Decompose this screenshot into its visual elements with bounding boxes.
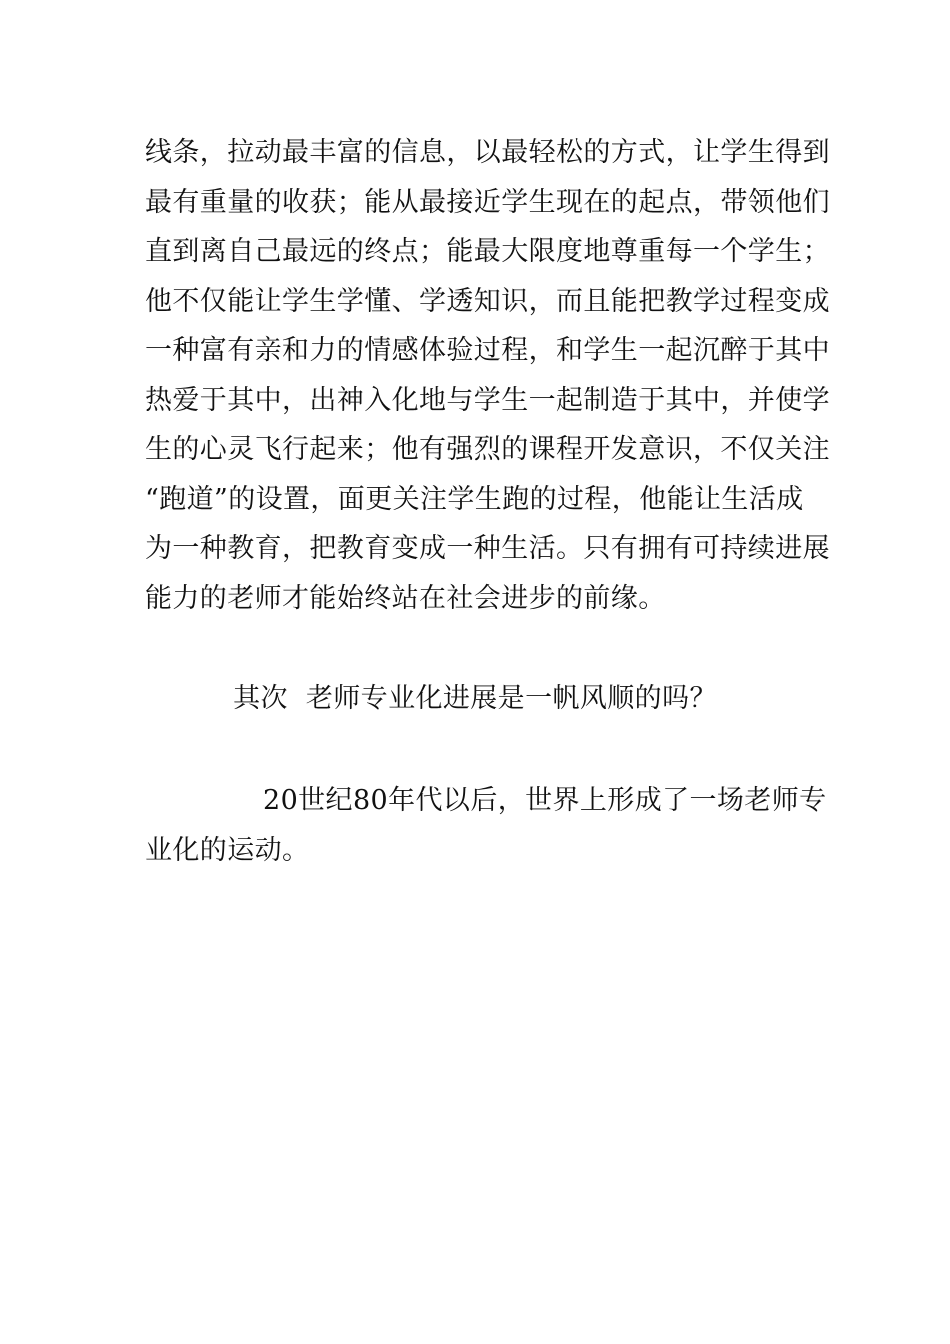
paragraph-line: 热爱于其中，出神入化地与学生一起制造于其中，并使学 [145,384,830,416]
paragraph-2 [145,776,825,875]
paragraph-line: 最有重量的收获；能从最接近学生现在的起点，带领他们 [145,186,830,218]
paragraph-line: “跑道”的设置，面更关注学生跑的过程，他能让生活成 [145,483,804,515]
paragraph-line: 线条，拉动最丰富的信息，以最轻松的方式，让学生得到 [145,137,830,168]
paragraph-line: 20世纪80年代以后，世界上形成了一场老师专 [263,785,827,816]
paragraph-line: 业化的运动。 [145,834,310,866]
paragraph-line: 能力的老师才能始终站在社会进步的前缘。 [145,582,666,614]
paragraph-line: 生的心灵飞行起来；他有强烈的课程开发意识，不仅关注 [145,434,830,465]
paragraph-line: 为一种教育，把教育变成一种生活。只有拥有可持续进展 [145,533,830,564]
paragraph-line: 他不仅能让学生学懂、学透知识，而且能把教学过程变成 [145,285,830,317]
section-heading: 其次 老师专业化进展是一帆风顺的吗？ [233,683,717,714]
paragraph-line: 一种富有亲和力的情感体验过程，和学生一起沉醉于其中 [145,335,830,366]
paragraph-line: 直到离自己最远的终点；能最大限度地尊重每一个学生； [145,236,830,267]
paragraph-1 [145,128,830,623]
